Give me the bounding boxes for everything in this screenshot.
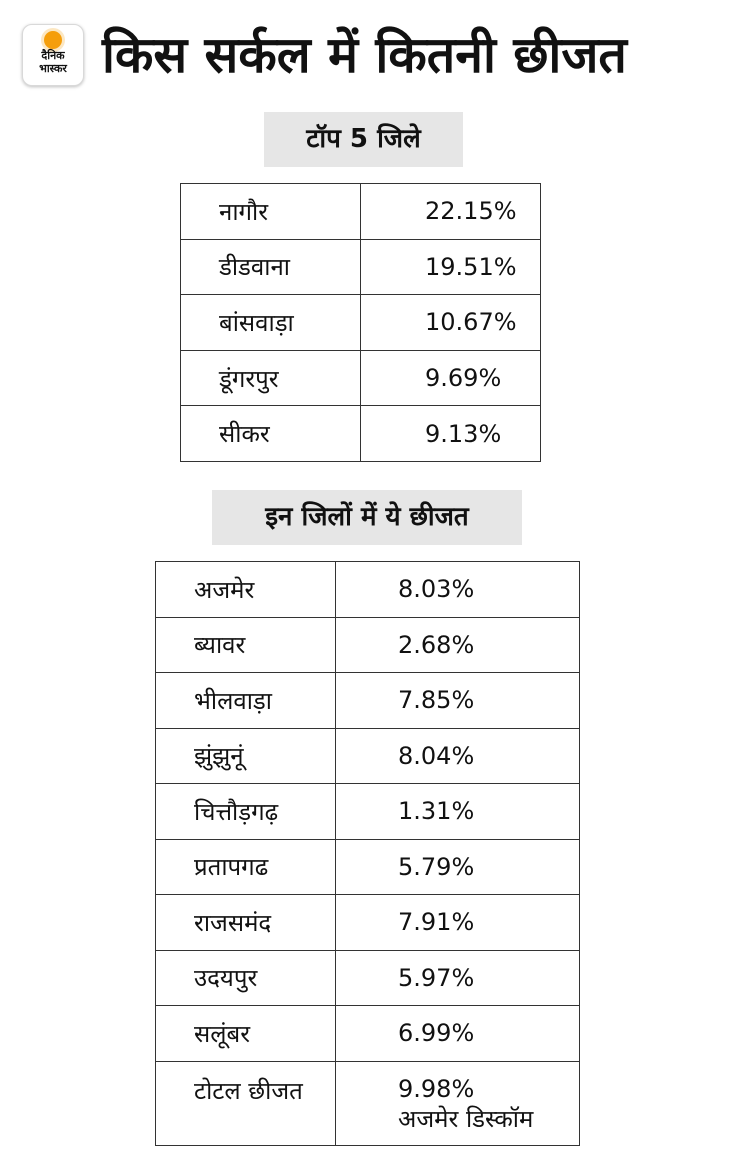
table-row — [156, 895, 580, 951]
district-name: झुंझुनूं — [156, 728, 336, 784]
table-row — [181, 184, 541, 240]
top5-table — [180, 183, 541, 462]
district-name: सलूंबर — [156, 1006, 336, 1062]
header — [0, 0, 730, 110]
district-name: राजसमंद — [156, 895, 336, 951]
district-name: उदयपुर — [156, 950, 336, 1006]
district-name: ब्यावर — [156, 617, 336, 673]
table-row — [156, 950, 580, 1006]
district-name: भीलवाड़ा — [156, 673, 336, 729]
table-row — [156, 784, 580, 840]
total-value-cell — [336, 1061, 580, 1145]
loss-percent: 7.91% — [336, 895, 580, 951]
district-name: बांसवाड़ा — [181, 295, 361, 351]
loss-percent: 9.69% — [361, 350, 541, 406]
loss-percent: 7.85% — [336, 673, 580, 729]
dainik-bhaskar-logo — [22, 24, 84, 86]
total-discom-note: अजमेर डिस्कॉम — [398, 1104, 534, 1133]
table-row — [156, 839, 580, 895]
loss-percent: 2.68% — [336, 617, 580, 673]
total-label: टोटल छीजत — [156, 1061, 336, 1145]
loss-percent: 6.99% — [336, 1006, 580, 1062]
total-loss-percent: 9.98% — [398, 1074, 475, 1103]
table-row — [156, 617, 580, 673]
logo-text-line1: दैनिक — [41, 49, 65, 62]
district-name: डूंगरपुर — [181, 350, 361, 406]
other-districts-table — [155, 561, 580, 1146]
table-row — [156, 1006, 580, 1062]
table-row — [181, 406, 541, 462]
table-row — [156, 728, 580, 784]
loss-percent: 19.51% — [361, 239, 541, 295]
district-name: सीकर — [181, 406, 361, 462]
loss-percent: 22.15% — [361, 184, 541, 240]
table-row — [181, 295, 541, 351]
loss-percent: 5.79% — [336, 839, 580, 895]
table-row — [181, 350, 541, 406]
district-name: चित्तौड़गढ़ — [156, 784, 336, 840]
district-name: अजमेर — [156, 562, 336, 618]
district-name: नागौर — [181, 184, 361, 240]
logo-text-line2: भास्कर — [39, 62, 67, 75]
sun-icon — [44, 31, 62, 49]
loss-percent: 10.67% — [361, 295, 541, 351]
table-row — [181, 239, 541, 295]
loss-percent: 9.13% — [361, 406, 541, 462]
district-name: प्रतापगढ — [156, 839, 336, 895]
district-name: डीडवाना — [181, 239, 361, 295]
table-row — [156, 562, 580, 618]
table-row — [156, 673, 580, 729]
loss-percent: 1.31% — [336, 784, 580, 840]
top5-section-label: टॉप 5 जिले — [264, 112, 463, 167]
other-districts-section-label: इन जिलों में ये छीजत — [212, 490, 522, 545]
loss-percent: 8.03% — [336, 562, 580, 618]
loss-percent: 5.97% — [336, 950, 580, 1006]
page-title: किस सर्कल में कितनी छीजत — [102, 26, 627, 84]
loss-percent: 8.04% — [336, 728, 580, 784]
total-row — [156, 1061, 580, 1145]
